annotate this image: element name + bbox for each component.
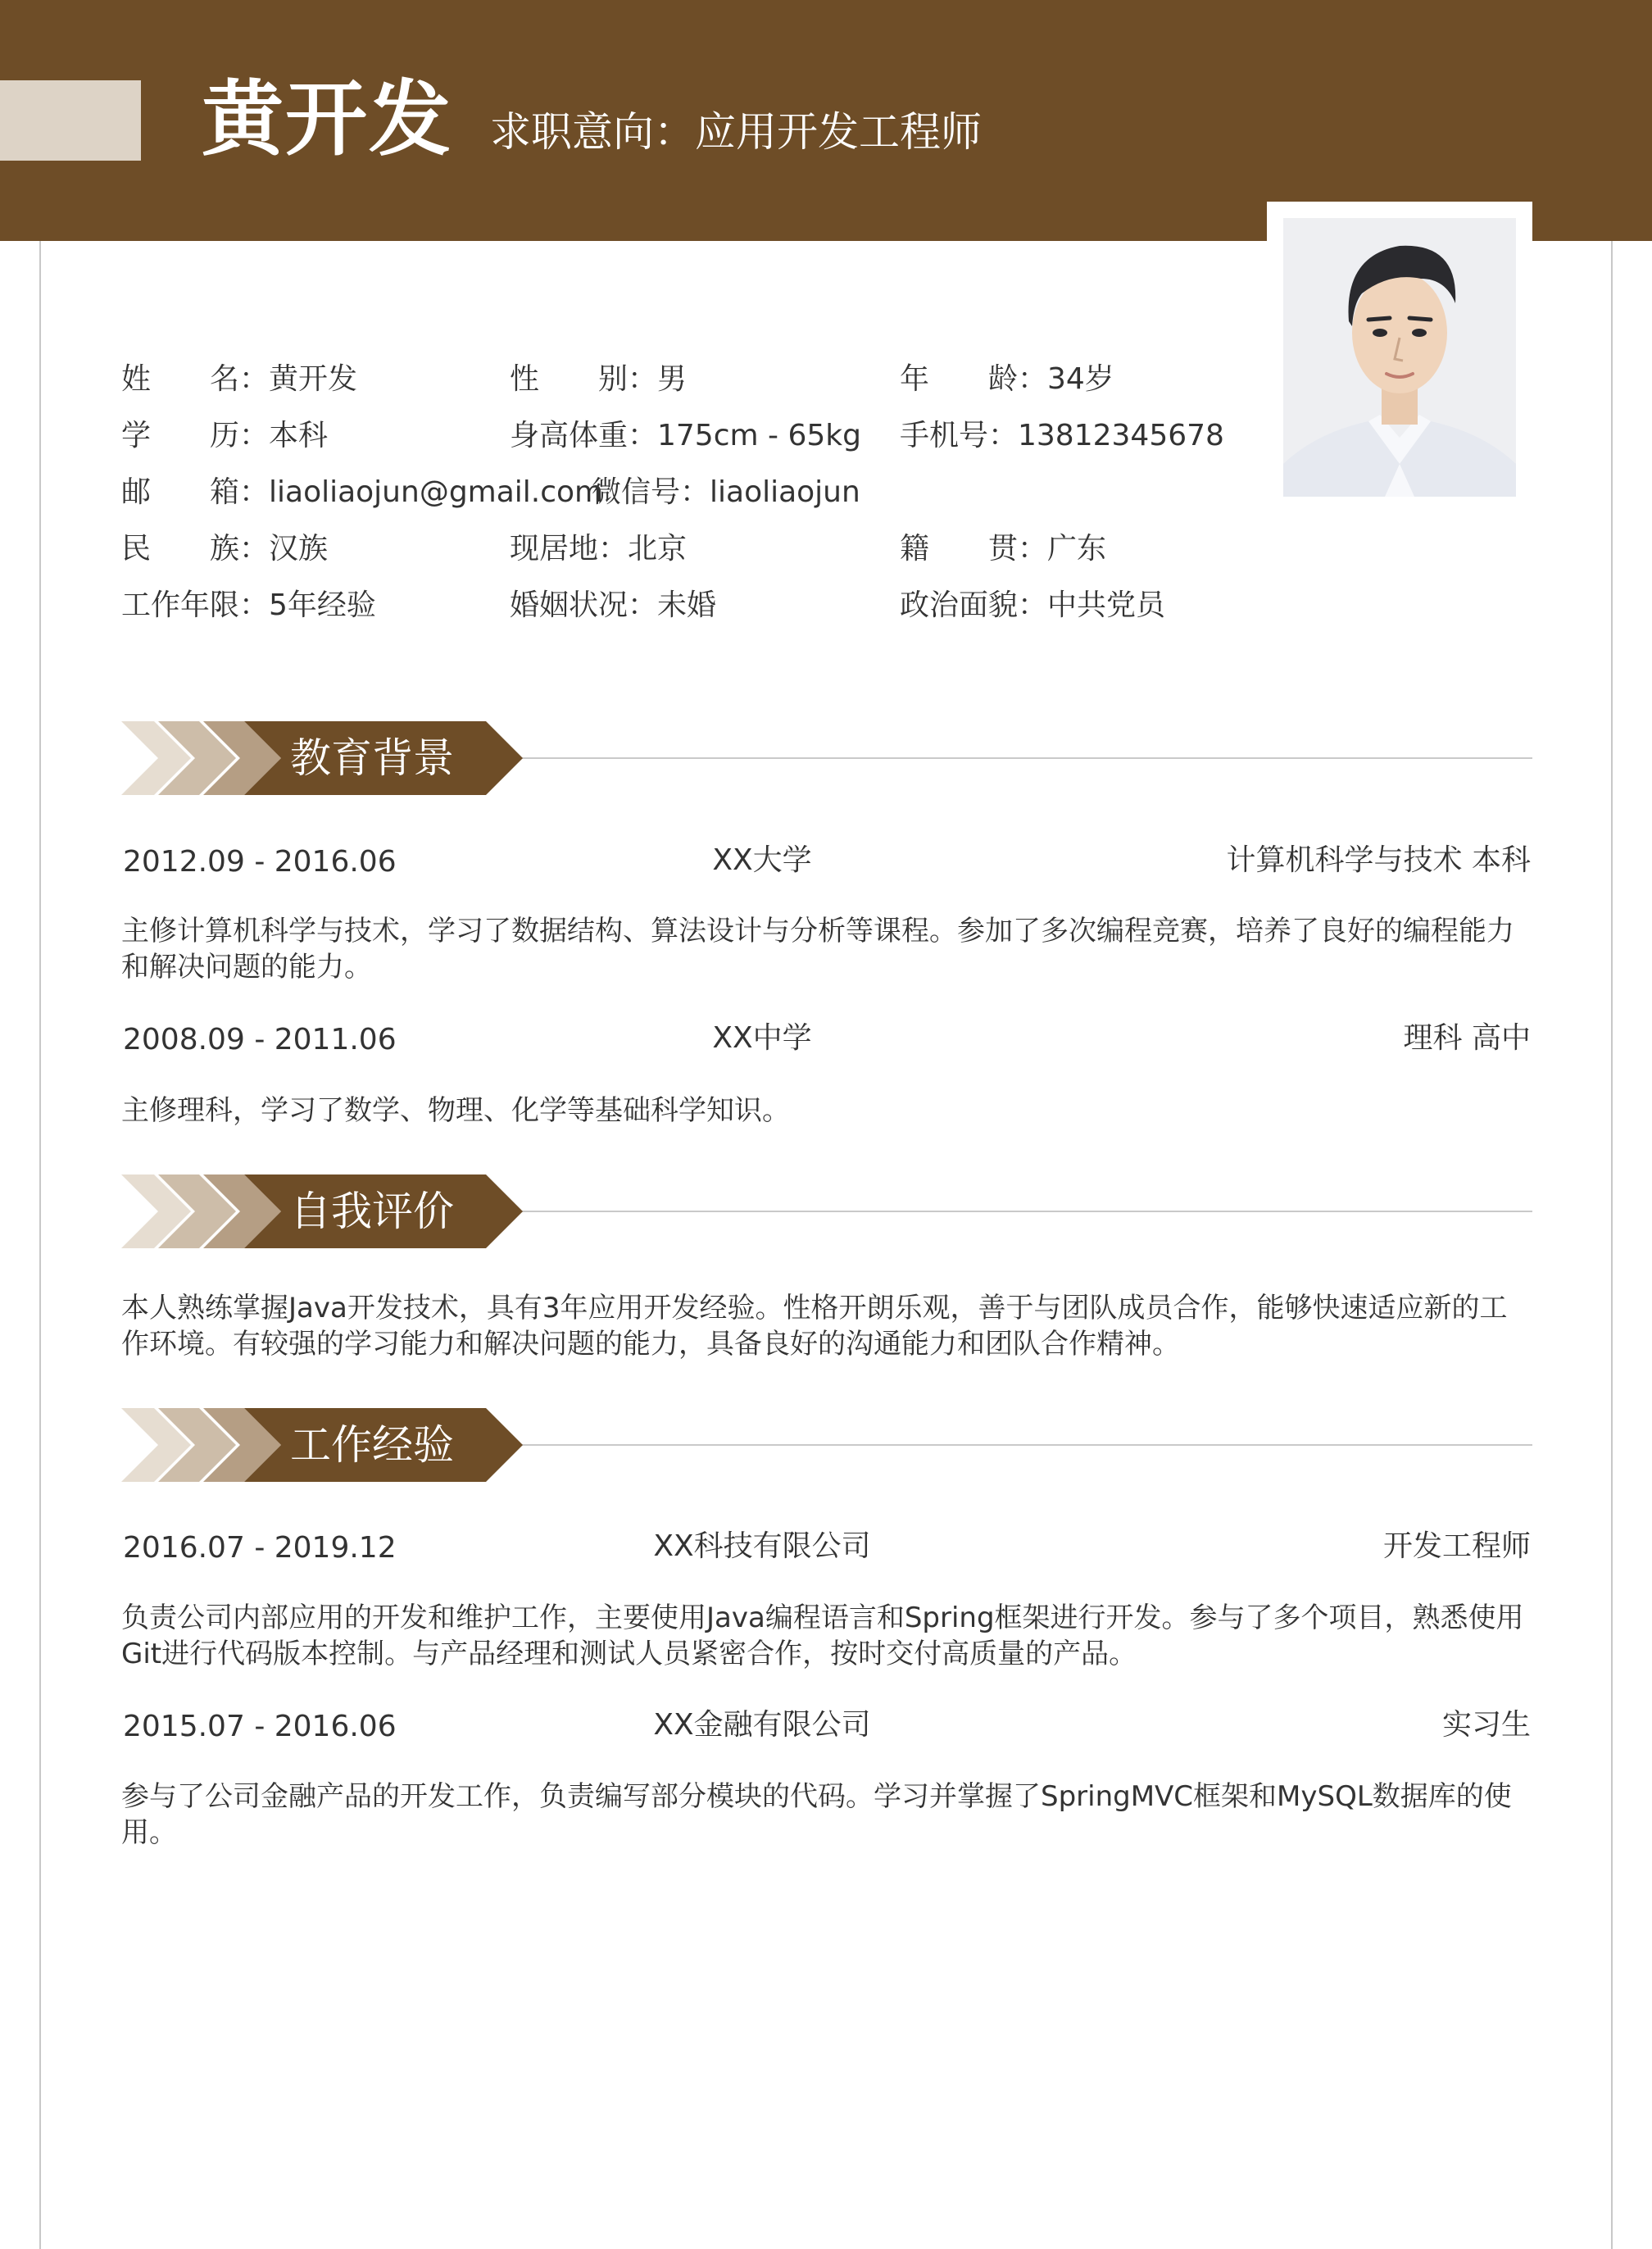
- section-title: 自我评价: [290, 1188, 454, 1235]
- work-1-desc: 负责公司内部应用的开发和维护工作，主要使用Java编程语言和Spring框架进行开发。参与了多个项目，熟悉使用Git进行代码版本控制。与产品经理和测试人员紧密合作，按时交付高质量的产品。: [121, 1602, 1524, 1670]
- edu-2-desc: 主修理科，学习了数学、物理、化学等基础科学知识。: [121, 1094, 790, 1127]
- self-eval-text: 本人熟练掌握Java开发技术，具有3年应用开发经验。性格开朗乐观，善于与团队成员合作，能够快速适应新的工作环境。有较强的学习能力和解决问题的能力，具备良好的沟通能力和团队合作精神。: [121, 1292, 1508, 1361]
- section-header-education: [121, 721, 1532, 795]
- edu-2-school: XX中学: [712, 1021, 812, 1055]
- section-rule: [515, 1211, 1532, 1212]
- info-hometown: 籍 贯：广东: [900, 532, 1107, 566]
- job-intent: 求职意向：应用开发工程师: [490, 108, 982, 156]
- work-1-date: 2016.07 - 2019.12: [123, 1531, 397, 1565]
- info-phone: 手机号：13812345678: [900, 419, 1224, 452]
- info-wechat: 微信号：liaoliaojun: [592, 475, 860, 509]
- section-rule: [515, 1444, 1532, 1446]
- work-1-company: XX科技有限公司: [653, 1529, 871, 1563]
- edu-2-major: 理科 高中: [1403, 1021, 1531, 1055]
- info-email: 邮 箱：liaoliaojun@gmail.com: [121, 475, 604, 509]
- edu-2-date: 2008.09 - 2011.06: [123, 1023, 397, 1056]
- section-header-self-eval: [121, 1174, 1532, 1248]
- section-title: 工作经验: [290, 1421, 454, 1469]
- profile-photo-frame: [1267, 202, 1532, 513]
- info-residence: 现居地：北京: [510, 532, 688, 566]
- info-marital: 婚姻状况：未婚: [510, 588, 717, 622]
- info-age: 年 龄：34岁: [900, 362, 1114, 396]
- candidate-name: 黄开发: [202, 71, 452, 167]
- edu-1-desc: 主修计算机科学与技术，学习了数据结构、算法设计与分析等课程。参加了多次编程竞赛，培养了良好的编程能力和解决问题的能力。: [121, 915, 1514, 984]
- edu-1-major: 计算机科学与技术 本科: [1226, 843, 1531, 877]
- work-1-position: 开发工程师: [1382, 1529, 1531, 1563]
- section-title: 教育背景: [290, 734, 454, 782]
- profile-photo: [1283, 218, 1516, 497]
- header-accent-block: [0, 80, 141, 161]
- info-work-years: 工作年限：5年经验: [121, 588, 376, 622]
- info-political: 政治面貌：中共党员: [900, 588, 1166, 622]
- info-ethnicity: 民 族：汉族: [121, 532, 329, 566]
- section-rule: [515, 757, 1532, 759]
- portrait-illustration: [1283, 218, 1516, 497]
- edu-1-school: XX大学: [712, 843, 812, 877]
- section-header-work: [121, 1408, 1532, 1482]
- work-2-position: 实习生: [1441, 1708, 1531, 1742]
- info-height-weight: 身高体重：175cm - 65kg: [510, 419, 861, 452]
- edu-1-date: 2012.09 - 2016.06: [123, 845, 397, 879]
- info-gender: 性 别：男: [510, 362, 688, 396]
- work-2-date: 2015.07 - 2016.06: [123, 1710, 397, 1743]
- info-name: 姓 名：黄开发: [121, 362, 358, 396]
- work-2-company: XX金融有限公司: [653, 1708, 871, 1742]
- work-2-desc: 参与了公司金融产品的开发工作，负责编写部分模块的代码。学习并掌握了SpringMVC框架和MySQL数据库的使用。: [121, 1780, 1512, 1849]
- info-education: 学 历：本科: [121, 419, 329, 452]
